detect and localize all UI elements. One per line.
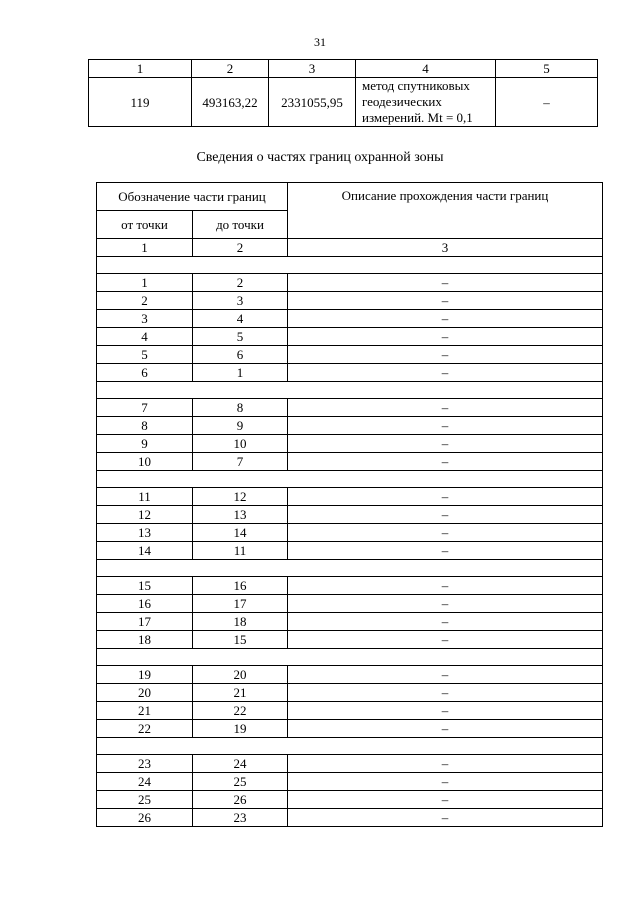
table-row — [97, 399, 603, 417]
table-row — [97, 292, 603, 310]
to-point-cell: 5 — [193, 328, 288, 346]
description-cell: – — [288, 435, 603, 453]
table-row — [97, 274, 603, 292]
to-point-cell: 3 — [193, 292, 288, 310]
to-point-cell: 14 — [193, 524, 288, 542]
to-point-cell: 24 — [193, 755, 288, 773]
description-cell: – — [288, 631, 603, 649]
description-cell: – — [288, 399, 603, 417]
description-cell: – — [288, 791, 603, 809]
table-row — [97, 542, 603, 560]
description-cell: – — [288, 809, 603, 827]
col-number: 3 — [288, 239, 603, 257]
description-cell: – — [288, 274, 603, 292]
description-cell: – — [288, 666, 603, 684]
from-point-cell: 3 — [97, 310, 193, 328]
to-point-cell: 10 — [193, 435, 288, 453]
header-group: Обозначение части границ — [97, 183, 288, 211]
to-point-cell: 21 — [193, 684, 288, 702]
point-number: 119 — [89, 78, 192, 127]
col-header: 1 — [89, 60, 192, 78]
to-point-cell: 20 — [193, 666, 288, 684]
to-point-cell: 1 — [193, 364, 288, 382]
to-point-cell: 18 — [193, 613, 288, 631]
from-point-cell: 6 — [97, 364, 193, 382]
group-separator-cell — [97, 738, 603, 755]
to-point-cell: 23 — [193, 809, 288, 827]
col-header: 4 — [356, 60, 496, 78]
from-point-cell: 5 — [97, 346, 193, 364]
coordinates-table — [88, 59, 598, 127]
x-coordinate: 493163,22 — [192, 78, 269, 127]
coordinates-row — [89, 78, 598, 127]
to-point-cell: 19 — [193, 720, 288, 738]
from-point-cell: 25 — [97, 791, 193, 809]
description-cell: – — [288, 524, 603, 542]
description-cell: – — [288, 328, 603, 346]
note-cell: – — [496, 78, 598, 127]
table-row — [97, 328, 603, 346]
to-point-cell: 13 — [193, 506, 288, 524]
description-cell: – — [288, 346, 603, 364]
description-cell: – — [288, 364, 603, 382]
description-cell: – — [288, 417, 603, 435]
boundary-parts-table — [96, 182, 603, 827]
y-coordinate: 2331055,95 — [269, 78, 356, 127]
from-point-cell: 11 — [97, 488, 193, 506]
to-point-cell: 2 — [193, 274, 288, 292]
table-row — [97, 310, 603, 328]
section-title: Сведения о частях границ охранной зоны — [196, 150, 444, 165]
table-row — [97, 488, 603, 506]
table-row — [97, 809, 603, 827]
description-cell: – — [288, 720, 603, 738]
from-point-cell: 22 — [97, 720, 193, 738]
from-point-cell: 8 — [97, 417, 193, 435]
header-description: Описание прохождения части границ — [288, 183, 603, 239]
to-point-cell: 26 — [193, 791, 288, 809]
from-point-cell: 16 — [97, 595, 193, 613]
to-point-cell: 16 — [193, 577, 288, 595]
from-point-cell: 9 — [97, 435, 193, 453]
table-row — [97, 666, 603, 684]
table-row — [97, 755, 603, 773]
table-row — [97, 577, 603, 595]
description-cell: – — [288, 453, 603, 471]
description-cell: – — [288, 702, 603, 720]
header-to: до точки — [193, 211, 288, 239]
group-separator-row — [97, 560, 603, 577]
to-point-cell: 8 — [193, 399, 288, 417]
to-point-cell: 22 — [193, 702, 288, 720]
group-separator-row — [97, 471, 603, 488]
from-point-cell: 20 — [97, 684, 193, 702]
from-point-cell: 7 — [97, 399, 193, 417]
group-separator-row — [97, 382, 603, 399]
from-point-cell: 15 — [97, 577, 193, 595]
from-point-cell: 23 — [97, 755, 193, 773]
table-row — [97, 435, 603, 453]
page-number: 31 — [314, 35, 326, 49]
table-row — [97, 417, 603, 435]
group-separator-cell — [97, 257, 603, 274]
col-header: 5 — [496, 60, 598, 78]
from-point-cell: 10 — [97, 453, 193, 471]
col-header: 2 — [192, 60, 269, 78]
to-point-cell: 4 — [193, 310, 288, 328]
from-point-cell: 12 — [97, 506, 193, 524]
description-cell: – — [288, 595, 603, 613]
table-row — [97, 613, 603, 631]
from-point-cell: 4 — [97, 328, 193, 346]
col-number: 1 — [97, 239, 193, 257]
table-row — [97, 346, 603, 364]
group-separator-row — [97, 649, 603, 666]
from-point-cell: 21 — [97, 702, 193, 720]
group-separator-row — [97, 738, 603, 755]
description-cell: – — [288, 613, 603, 631]
description-cell: – — [288, 577, 603, 595]
header-row — [97, 183, 603, 211]
group-separator-cell — [97, 649, 603, 666]
group-separator-row — [97, 257, 603, 274]
method-description: метод спутниковых геодезических измерений. Mt = 0,1 — [356, 78, 496, 127]
description-cell: – — [288, 488, 603, 506]
header-from: от точки — [97, 211, 193, 239]
to-point-cell: 25 — [193, 773, 288, 791]
column-numbers-row — [97, 239, 603, 257]
table-row — [97, 453, 603, 471]
table-row — [97, 364, 603, 382]
from-point-cell: 14 — [97, 542, 193, 560]
group-separator-cell — [97, 471, 603, 488]
from-point-cell: 24 — [97, 773, 193, 791]
table-row — [97, 791, 603, 809]
description-cell: – — [288, 506, 603, 524]
group-separator-cell — [97, 382, 603, 399]
table-row — [97, 773, 603, 791]
from-point-cell: 13 — [97, 524, 193, 542]
col-number: 2 — [193, 239, 288, 257]
description-cell: – — [288, 292, 603, 310]
from-point-cell: 1 — [97, 274, 193, 292]
col-header: 3 — [269, 60, 356, 78]
description-cell: – — [288, 542, 603, 560]
to-point-cell: 15 — [193, 631, 288, 649]
to-point-cell: 11 — [193, 542, 288, 560]
table-row — [97, 702, 603, 720]
description-cell: – — [288, 755, 603, 773]
group-separator-cell — [97, 560, 603, 577]
table-row — [97, 524, 603, 542]
table-row — [97, 720, 603, 738]
description-cell: – — [288, 310, 603, 328]
table-row — [97, 595, 603, 613]
description-cell: – — [288, 773, 603, 791]
table-row — [97, 631, 603, 649]
from-point-cell: 17 — [97, 613, 193, 631]
from-point-cell: 26 — [97, 809, 193, 827]
coordinates-header-row — [89, 60, 598, 78]
from-point-cell: 19 — [97, 666, 193, 684]
to-point-cell: 17 — [193, 595, 288, 613]
table-row — [97, 684, 603, 702]
from-point-cell: 18 — [97, 631, 193, 649]
description-cell: – — [288, 684, 603, 702]
to-point-cell: 7 — [193, 453, 288, 471]
to-point-cell: 9 — [193, 417, 288, 435]
to-point-cell: 6 — [193, 346, 288, 364]
to-point-cell: 12 — [193, 488, 288, 506]
from-point-cell: 2 — [97, 292, 193, 310]
table-row — [97, 506, 603, 524]
